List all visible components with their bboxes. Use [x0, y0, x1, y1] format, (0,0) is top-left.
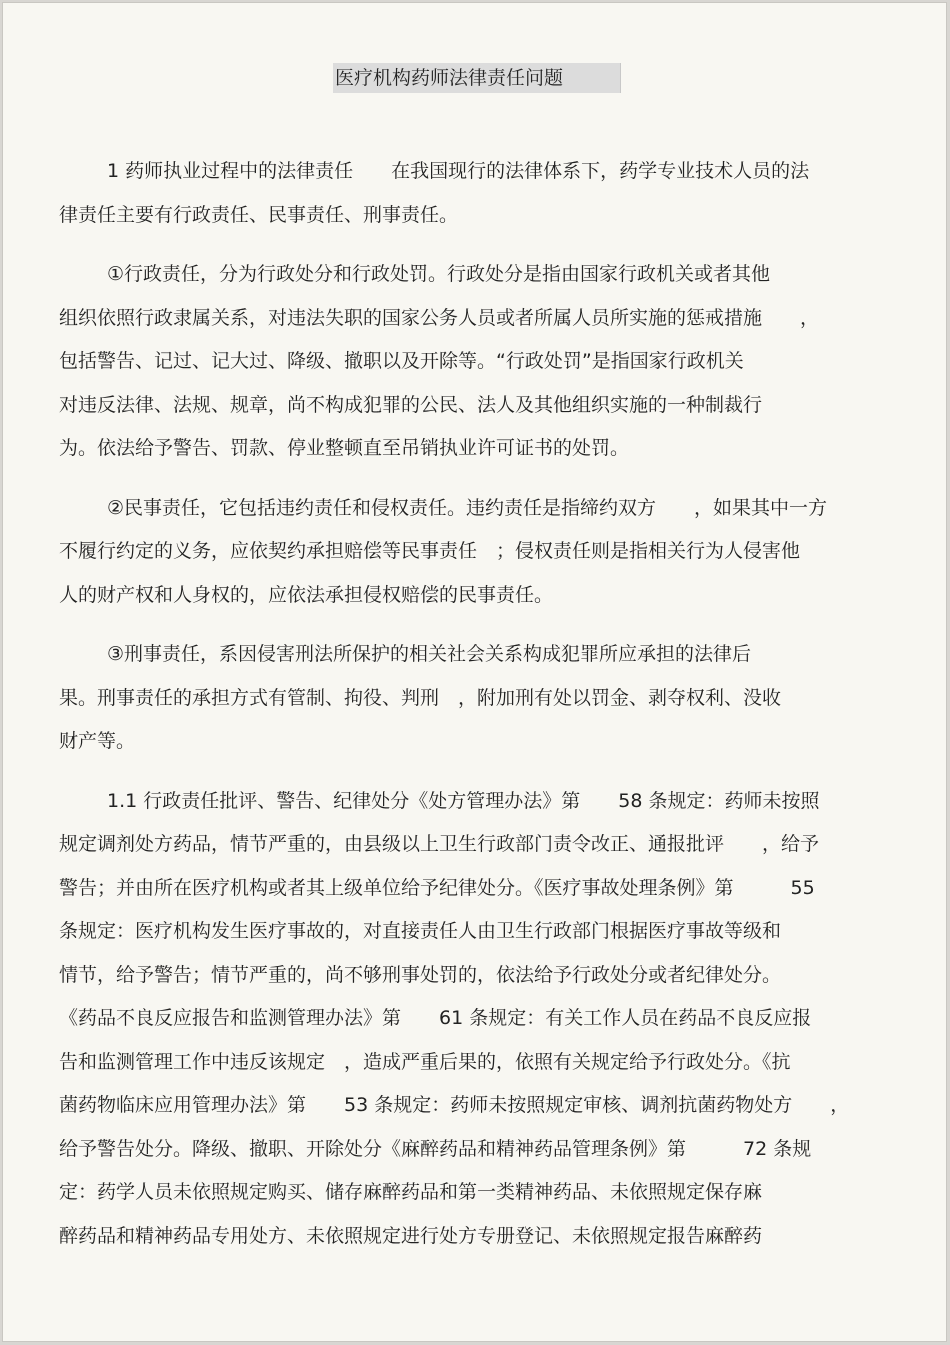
- paragraph-section-1-1-line-6: 《药品不良反应报告和监测管理办法》第 61 条规定：有关工作人员在药品不良反应报: [59, 1007, 812, 1029]
- paragraph-intro-line-1: 1 药师执业过程中的法律责任 在我国现行的法律体系下，药学专业技术人员的法: [107, 160, 810, 182]
- paragraph-criminal-line-1: ③刑事责任，系因侵害刑法所保护的相关社会关系构成犯罪所应承担的法律后: [107, 643, 752, 665]
- paragraph-administrative-line-1: ①行政责任，分为行政处分和行政处罚。行政处分是指由国家行政机关或者其他: [107, 263, 771, 285]
- paragraph-administrative-line-4: 对违反法律、法规、规章，尚不构成犯罪的公民、法人及其他组织实施的一种制裁行: [59, 394, 763, 416]
- paragraph-section-1-1-line-11: 醉药品和精神药品专用处方、未依照规定进行处方专册登记、未依照规定报告麻醉药: [59, 1225, 763, 1247]
- paragraph-criminal-line-3: 财产等。: [59, 730, 136, 752]
- document-title-text: 医疗机构药师法律责任问题: [335, 67, 564, 89]
- paragraph-administrative-line-3: 包括警告、记过、记大过、降级、撤职以及开除等。“行政处罚”是指国家行政机关: [59, 350, 744, 372]
- paragraph-section-1-1-line-2: 规定调剂处方药品，情节严重的，由县级以上卫生行政部门责令改正、通报批评 ，给予: [59, 833, 820, 855]
- paragraph-section-1-1-line-9: 给予警告处分。降级、撤职、开除处分《麻醉药品和精神药品管理条例》第 72 条规: [59, 1138, 812, 1160]
- paragraph-section-1-1-line-5: 情节，给予警告；情节严重的，尚不够刑事处罚的，依法给予行政处分或者纪律处分。: [59, 964, 782, 986]
- paragraph-administrative-line-2: 组织依照行政隶属关系，对违法失职的国家公务人员或者所属人员所实施的惩戒措施 ，: [59, 307, 820, 329]
- paragraph-criminal-line-2: 果。刑事责任的承担方式有管制、拘役、判刑 ，附加刑有处以罚金、剥夺权利、没收: [59, 687, 782, 709]
- paragraph-section-1-1-line-10: 定：药学人员未依照规定购买、储存麻醉药品和第一类精神药品、未依照规定保存麻: [59, 1181, 763, 1203]
- paragraph-section-1-1-line-7: 告和监测管理工作中违反该规定 ，造成严重后果的，依照有关规定给予行政处分。《抗: [59, 1051, 791, 1073]
- paragraph-administrative-line-5: 为。依法给予警告、罚款、停业整顿直至吊销执业许可证书的处罚。: [59, 437, 630, 459]
- paragraph-civil-line-2: 不履行约定的义务，应依契约承担赔偿等民事责任 ；侵权责任则是指相关行为人侵害他: [59, 540, 801, 562]
- paragraph-section-1-1-line-1: 1.1 行政责任批评、警告、纪律处分《处方管理办法》第 58 条规定：药师未按照: [107, 790, 820, 812]
- paragraph-intro-line-2: 律责任主要有行政责任、民事责任、刑事责任。: [59, 204, 459, 226]
- paragraph-section-1-1-line-3: 警告；并由所在医疗机构或者其上级单位给予纪律处分。《医疗事故处理条例》第 55: [59, 877, 815, 899]
- paragraph-section-1-1-line-4: 条规定：医疗机构发生医疗事故的，对直接责任人由卫生行政部门根据医疗事故等级和: [59, 920, 782, 942]
- document-title: [333, 63, 621, 93]
- paragraph-section-1-1-line-8: 菌药物临床应用管理办法》第 53 条规定：药师未按照规定审核、调剂抗菌药物处方 ，: [59, 1094, 850, 1116]
- document-page: [2, 2, 947, 1342]
- paragraph-civil-line-3: 人的财产权和人身权的，应依法承担侵权赔偿的民事责任。: [59, 584, 554, 606]
- paragraph-civil-line-1: ②民事责任，它包括违约责任和侵权责任。违约责任是指缔约双方 ，如果其中一方: [107, 497, 828, 519]
